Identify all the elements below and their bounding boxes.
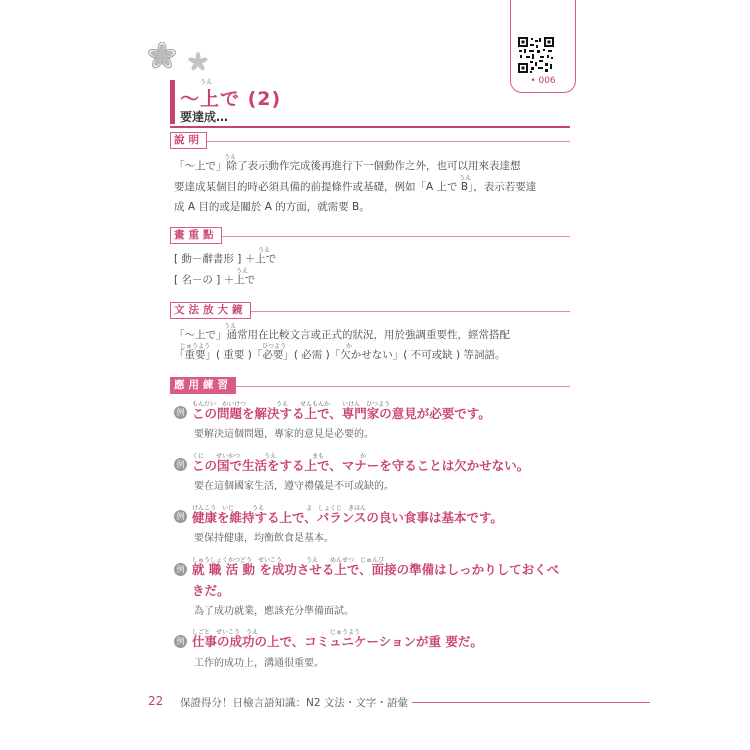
qr-code-tab[interactable]	[510, 0, 576, 93]
example-ruby: くに せいかつ うえ まも か	[192, 453, 367, 460]
section-divider	[170, 236, 570, 237]
ruby: うえ	[236, 268, 249, 275]
section-divider	[170, 141, 570, 142]
example-badge: 例	[174, 458, 187, 471]
qr-track-code: • 006	[530, 76, 556, 86]
section-label-key-points: 畫重點	[170, 227, 222, 244]
ruby: うえ	[258, 247, 271, 254]
section-label-practice: 應用練習	[170, 377, 236, 394]
ruby: うえ	[224, 323, 237, 330]
title-ruby: うえ	[200, 79, 213, 86]
example-badge: 例	[174, 510, 187, 523]
example-ruby: もんだい かいけつ うえ せんもんか いけん ひつよう	[192, 401, 391, 408]
example-translation: 為了成功就業，應該充分準備面試。	[194, 606, 354, 617]
ruby: じゅうよう	[180, 343, 211, 350]
section-label-grammar-zoom: 文法放大鏡	[170, 302, 251, 319]
example-ruby: しごと せいこう うえ じゅうよう	[192, 629, 361, 636]
example-sentence: この問題を解決する上で、専門家の意見が必要です。	[192, 406, 491, 421]
page-title: ～上で (2)	[180, 88, 282, 110]
grammar-zoom-line: 「重要」( 重要 )「必要」( 必需 )「欠かせない」( 不可或缺 ) 等詞語。	[174, 349, 506, 361]
example-translation: 要解決這個問題，專家的意見是必要的。	[194, 429, 374, 440]
key-point-line: [ 名－の ] ＋上で	[174, 274, 256, 286]
grammar-zoom-line: 「～上で」通常用在比較文言或正式的狀況，用於強調重要性，經常搭配	[174, 329, 510, 341]
ruby: か	[346, 343, 353, 350]
example-sentence-continued: きだ。	[192, 583, 230, 598]
key-point-line: [ 動－辭書形 ] ＋上で	[174, 253, 277, 265]
title-accent-bar	[170, 80, 175, 124]
example-badge: 例	[174, 406, 187, 419]
ruby: ひつよう	[262, 343, 287, 350]
example-sentence: この国で生活をする上で、マナーを守ることは欠かせない。	[192, 458, 530, 473]
explanation-line: 要達成某個目的時必須具備的前提條件或基礎，例如「A 上で B」，表示若要達	[174, 181, 537, 193]
ruby: うえ	[459, 175, 472, 182]
example-sentence: 仕事の成功の上で、コミュニケーションが重 要だ。	[192, 634, 483, 649]
example-translation: 要保持健康，均衡飲食是基本。	[194, 533, 334, 544]
book-title: 保證得分！日檢言語知識：N2 文法・文字・語彙	[180, 697, 408, 709]
example-ruby: けんこう いじ うえ よ しょくじ きほん	[192, 505, 367, 512]
example-badge: 例	[174, 563, 187, 576]
explanation-line: 成 A 目的或是關於 A 的方面，就需要 B。	[174, 201, 370, 213]
example-sentence: 健康を維持する上で、バランスの良い食事は基本です。	[192, 510, 503, 525]
footer-divider	[412, 702, 650, 703]
ruby: うえ	[224, 154, 237, 161]
page-number: 22	[148, 694, 164, 708]
sakura-flower-icon	[146, 42, 216, 76]
example-translation: 要在這個國家生活，遵守禮儀是不可或缺的。	[194, 481, 394, 492]
example-sentence: 就 職 活 動 を成功させる上で、面接の準備はしっかりしておくべ	[192, 562, 560, 577]
example-ruby: しゅうしょくかつどう せいこう うえ めんせつ じゅんび	[192, 557, 385, 564]
qr-code-icon	[518, 37, 554, 73]
example-translation: 工作的成功上，溝通很重要。	[194, 658, 324, 669]
title-divider	[170, 126, 570, 128]
explanation-line: 「～上で」除了表示動作完成後再進行下一個動作之外，也可以用來表達想	[174, 160, 521, 172]
page-subtitle: 要達成…	[180, 110, 229, 124]
example-badge: 例	[174, 635, 187, 648]
section-label-explanation: 說明	[170, 132, 207, 149]
